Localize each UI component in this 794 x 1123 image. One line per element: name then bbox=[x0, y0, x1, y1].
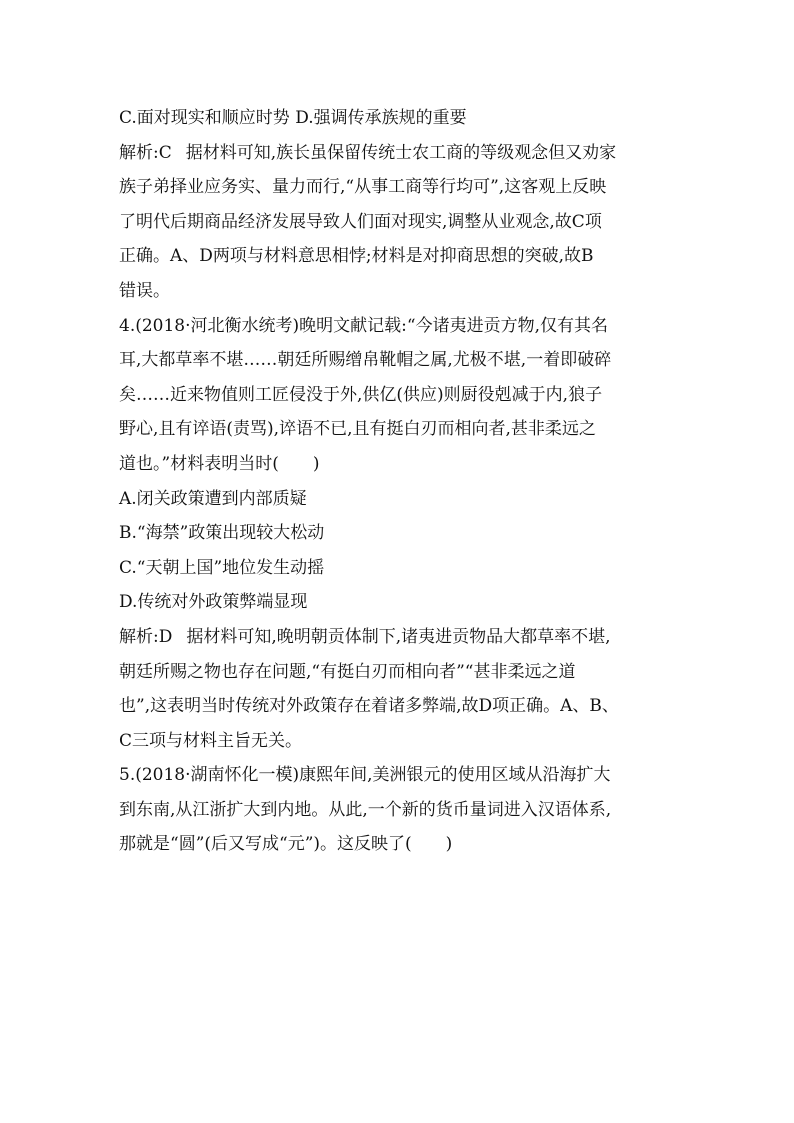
q4-analysis-text-1: 据材料可知,晚明朝贡体制下,诸夷进贡物品大都草率不堪, bbox=[186, 626, 611, 647]
q3-analysis-line-5: 错误。 bbox=[119, 280, 170, 301]
q4-analysis-line-3: 也”,这表明当时传统对外政策存在着诸多弊端,故D项正确。A、B、 bbox=[119, 696, 619, 717]
q3-options-cd: C.面对现实和顺应时势 D.强调传承族规的重要 bbox=[119, 108, 467, 128]
q3-answer-label: 解析:C bbox=[119, 142, 172, 163]
q3-analysis-text-1: 据材料可知,族长虽保留传统士农工商的等级观念但又劝家 bbox=[185, 142, 617, 163]
q4-option-c: C.“天朝上国”地位发生动摇 bbox=[119, 557, 325, 578]
q5-stem-line-3: 那就是“圆”(后又写成“元”)。这反映了( ) bbox=[119, 834, 453, 855]
q4-stem-line-3: 矣……近来物值则工匠侵没于外,供亿(供应)则厨役剋减于内,狼子 bbox=[119, 384, 603, 405]
document-page bbox=[119, 101, 679, 862]
q4-stem-line-1: 4.(2018·河北衡水统考)晚明文献记载:“今诸夷进贡方物,仅有其名 bbox=[119, 315, 608, 336]
q3-analysis-line-1 bbox=[119, 136, 679, 171]
q3-analysis-line-3: 了明代后期商品经济发展导致人们面对现实,调整从业观念,故C项 bbox=[119, 211, 602, 232]
q4-analysis-line-2: 朝廷所赐之物也存在问题,“有挺白刃而相向者”“甚非柔远之道 bbox=[119, 661, 576, 682]
q3-analysis-line-2: 族子弟择业应务实、量力而行,“从事工商等行均可”,这客观上反映 bbox=[119, 177, 607, 198]
q4-option-a: A.闭关政策遭到内部质疑 bbox=[119, 488, 307, 509]
q4-stem-line-5: 道也。”材料表明当时( ) bbox=[119, 453, 320, 474]
q4-option-b: B.“海禁”政策出现较大松动 bbox=[119, 523, 325, 544]
q5-stem-line-1: 5.(2018·湖南怀化一模)康熙年间,美洲银元的使用区域从沿海扩大 bbox=[119, 765, 611, 786]
q3-analysis-line-4: 正确。A、D两项与材料意思相悖;材料是对抑商思想的突破,故B bbox=[119, 246, 594, 267]
q4-analysis-line-1 bbox=[119, 620, 679, 655]
q4-answer-label: 解析:D bbox=[119, 626, 173, 647]
q4-option-d: D.传统对外政策弊端显现 bbox=[119, 592, 308, 613]
q5-stem-line-2: 到东南,从江浙扩大到内地。从此,一个新的货币量词进入汉语体系, bbox=[119, 799, 612, 820]
q4-stem-line-2: 耳,大都草率不堪……朝廷所赐缯帛靴帽之属,尤极不堪,一着即破碎 bbox=[119, 350, 612, 371]
q4-analysis-line-4: C三项与材料主旨无关。 bbox=[119, 730, 303, 751]
q4-stem-line-4: 野心,且有谇语(责骂),谇语不已,且有挺白刃而相向者,甚非柔远之 bbox=[119, 419, 596, 440]
